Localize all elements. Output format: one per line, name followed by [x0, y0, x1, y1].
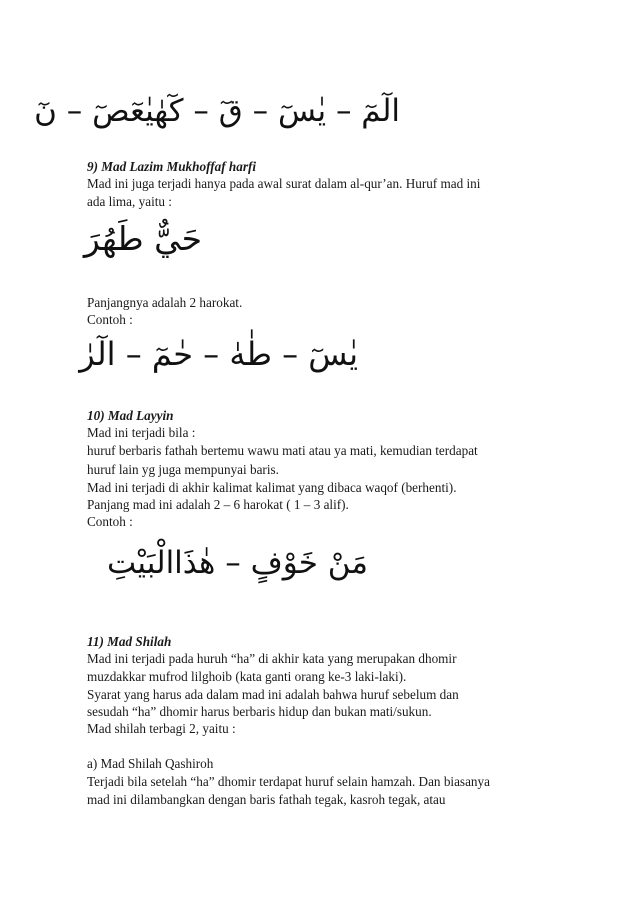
section-11-text-2: muzdakkar mufrod lilghoib (kata ganti orang ke-3 laki-laki). [87, 669, 407, 684]
arabic-example-muqattaat: الٓمٓ – يٰسٓ – قٓ – كٓهٰيٰعٓصٓ – نٓ [34, 93, 400, 129]
section-9-text-3: Panjangnya adalah 2 harokat. [87, 295, 243, 310]
section-11-text-4: sesudah “ha” dhomir harus berbaris hidup dan bukan mati/sukun. [87, 704, 432, 719]
section-11-text-3: Syarat yang harus ada dalam mad ini adalah bahwa huruf sebelum dan [87, 687, 459, 702]
section-11-subheading-a: a) Mad Shilah Qashiroh [87, 756, 214, 771]
arabic-example-hay-tahur: حَيٌّ طَهُرَ [83, 219, 202, 258]
arabic-example-min-khauf: مَنْ خَوْفٍ – هٰذَاالْبَيْتِ [106, 545, 368, 581]
arabic-example-yasin-taha: يٰسٓ – طٰهٰ – حٰمٓ – الٓرٰ [79, 335, 358, 373]
section-9-heading: 9) Mad Lazim Mukhoffaf harfi [87, 159, 257, 174]
section-10-text-6: Contoh : [87, 514, 133, 529]
section-11-text-5: Mad shilah terbagi 2, yaitu : [87, 721, 236, 736]
section-10-text-1: Mad ini terjadi bila : [87, 425, 196, 440]
section-11-text-7: mad ini dilambangkan dengan baris fathah tegak, kasroh tegak, atau [87, 792, 446, 807]
section-10-text-3: huruf lain yg juga mempunyai baris. [87, 462, 279, 477]
section-9-text-4: Contoh : [87, 312, 133, 327]
section-10-heading: 10) Mad Layyin [87, 408, 174, 423]
section-11-text-1: Mad ini terjadi pada huruh “ha” di akhir kata yang merupakan dhomir [87, 651, 457, 666]
section-10-text-5: Panjang mad ini adalah 2 – 6 harokat ( 1 – 3 alif). [87, 497, 349, 512]
section-9-text-2: ada lima, yaitu : [87, 194, 172, 209]
section-11-heading: 11) Mad Shilah [87, 634, 172, 649]
section-9-text-1: Mad ini juga terjadi hanya pada awal surat dalam al-qur’an. Huruf mad ini [87, 176, 481, 191]
section-10-text-4: Mad ini terjadi di akhir kalimat kalimat yang dibaca waqof (berhenti). [87, 480, 457, 495]
section-11-text-6: Terjadi bila setelah “ha” dhomir terdapat huruf selain hamzah. Dan biasanya [87, 774, 490, 789]
section-10-text-2: huruf berbaris fathah bertemu wawu mati atau ya mati, kemudian terdapat [87, 443, 478, 458]
